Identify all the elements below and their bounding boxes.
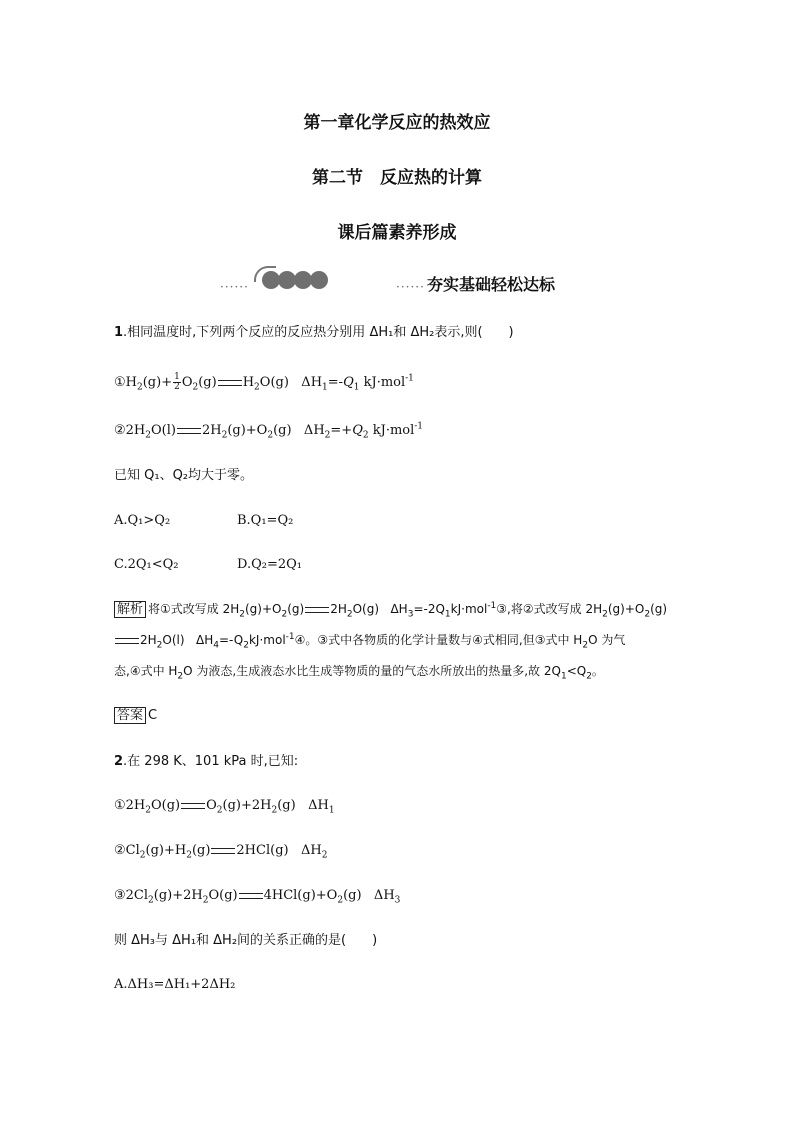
q2-equation-1: $①2H_2O(g)$ $O_2(g)+2H_2(g)$ $\Delta H_1$ — [114, 798, 335, 816]
q2-equation-2: $②Cl_2(g)+H_2(g)$ 2HCl(g) $\Delta H_2$ — [114, 843, 328, 861]
q2-equation-3: $③2Cl_2(g)+2H_2O(g)$ $4HCl(g)+O_2(g)$ $\Delta H_3$ — [114, 888, 401, 906]
q1-given: 已知 Q₁、Q₂均大于零。 — [114, 468, 254, 483]
subsection-title: 课后篇素养形成 — [337, 223, 457, 243]
q1-stem: 1.相同温度时,下列两个反应的反应热分别用 ΔH₁和 ΔH₂表示,则( ) — [114, 325, 514, 340]
q2-question: 则 ΔH₃与 ΔH₁和 ΔH₂间的关系正确的是( ) — [114, 933, 378, 948]
q1-answer: 答案 C — [114, 706, 157, 726]
section-banner — [0, 268, 794, 298]
q1-equation-2: $②2H_2O(l)$ $2H_2(g)+O_2(g)$ $\Delta H_2=+Q_2$ kJ·mol$^{-1}$ — [114, 421, 424, 441]
q1-equation-1: $①H_2(g)+$ $\frac{1}{2}$ $O_2(g)$ $H_2O(g)$ $\Delta H_1=-Q_1$ kJ·mol$^{-1}$ — [114, 372, 414, 393]
chapter-title: 第一章化学反应的热效应 — [303, 113, 491, 133]
banner-left-dots: ······ — [220, 280, 249, 294]
q2-stem: 2.在 298 K、101 kPa 时,已知: — [114, 754, 299, 769]
q1-option-c[interactable]: C.2Q₁<Q₂ — [114, 557, 179, 572]
answer-tag: 答案 — [114, 707, 146, 724]
banner-title: 夯实基础轻松达标 — [427, 275, 556, 294]
q1-analysis-line-3: 态,④式中 $H_2O$ 为液态,生成液态水比生成等物质的量的气态水所放出的热量多,故 $2Q_1<Q_2$。 — [114, 664, 604, 682]
q1-analysis-line-1: 解析 将①式改写成 $2H_2(g)+O_2(g)$ $2H_2O(g)$ $\Delta H_3=-2Q_1kJ\cdot mol^{-1}③$,将②式改写成 $2H_2(g)+O_2(g)$ — [114, 599, 667, 620]
section-title: 第二节 反应热的计算 — [312, 168, 482, 188]
analysis-tag: 解析 — [114, 601, 146, 618]
q1-option-a[interactable]: A.Q₁>Q₂ — [114, 513, 171, 528]
banner-circles-icon — [262, 271, 326, 289]
q1-analysis-line-2: $2H_2O(l)$ $\Delta H_4=-Q_2kJ\cdot mol^{-1}④$。③式中各物质的化学计量数与④式相同,但③式中 $H_2O$ 为气 — [114, 630, 625, 650]
q1-option-d[interactable]: D.Q₂=2Q₁ — [237, 557, 302, 572]
q1-option-b[interactable]: B.Q₁=Q₂ — [237, 513, 294, 528]
q2-option-a[interactable]: A.ΔH₃=ΔH₁+2ΔH₂ — [114, 977, 236, 992]
banner-right-dots: ······ — [396, 280, 425, 294]
